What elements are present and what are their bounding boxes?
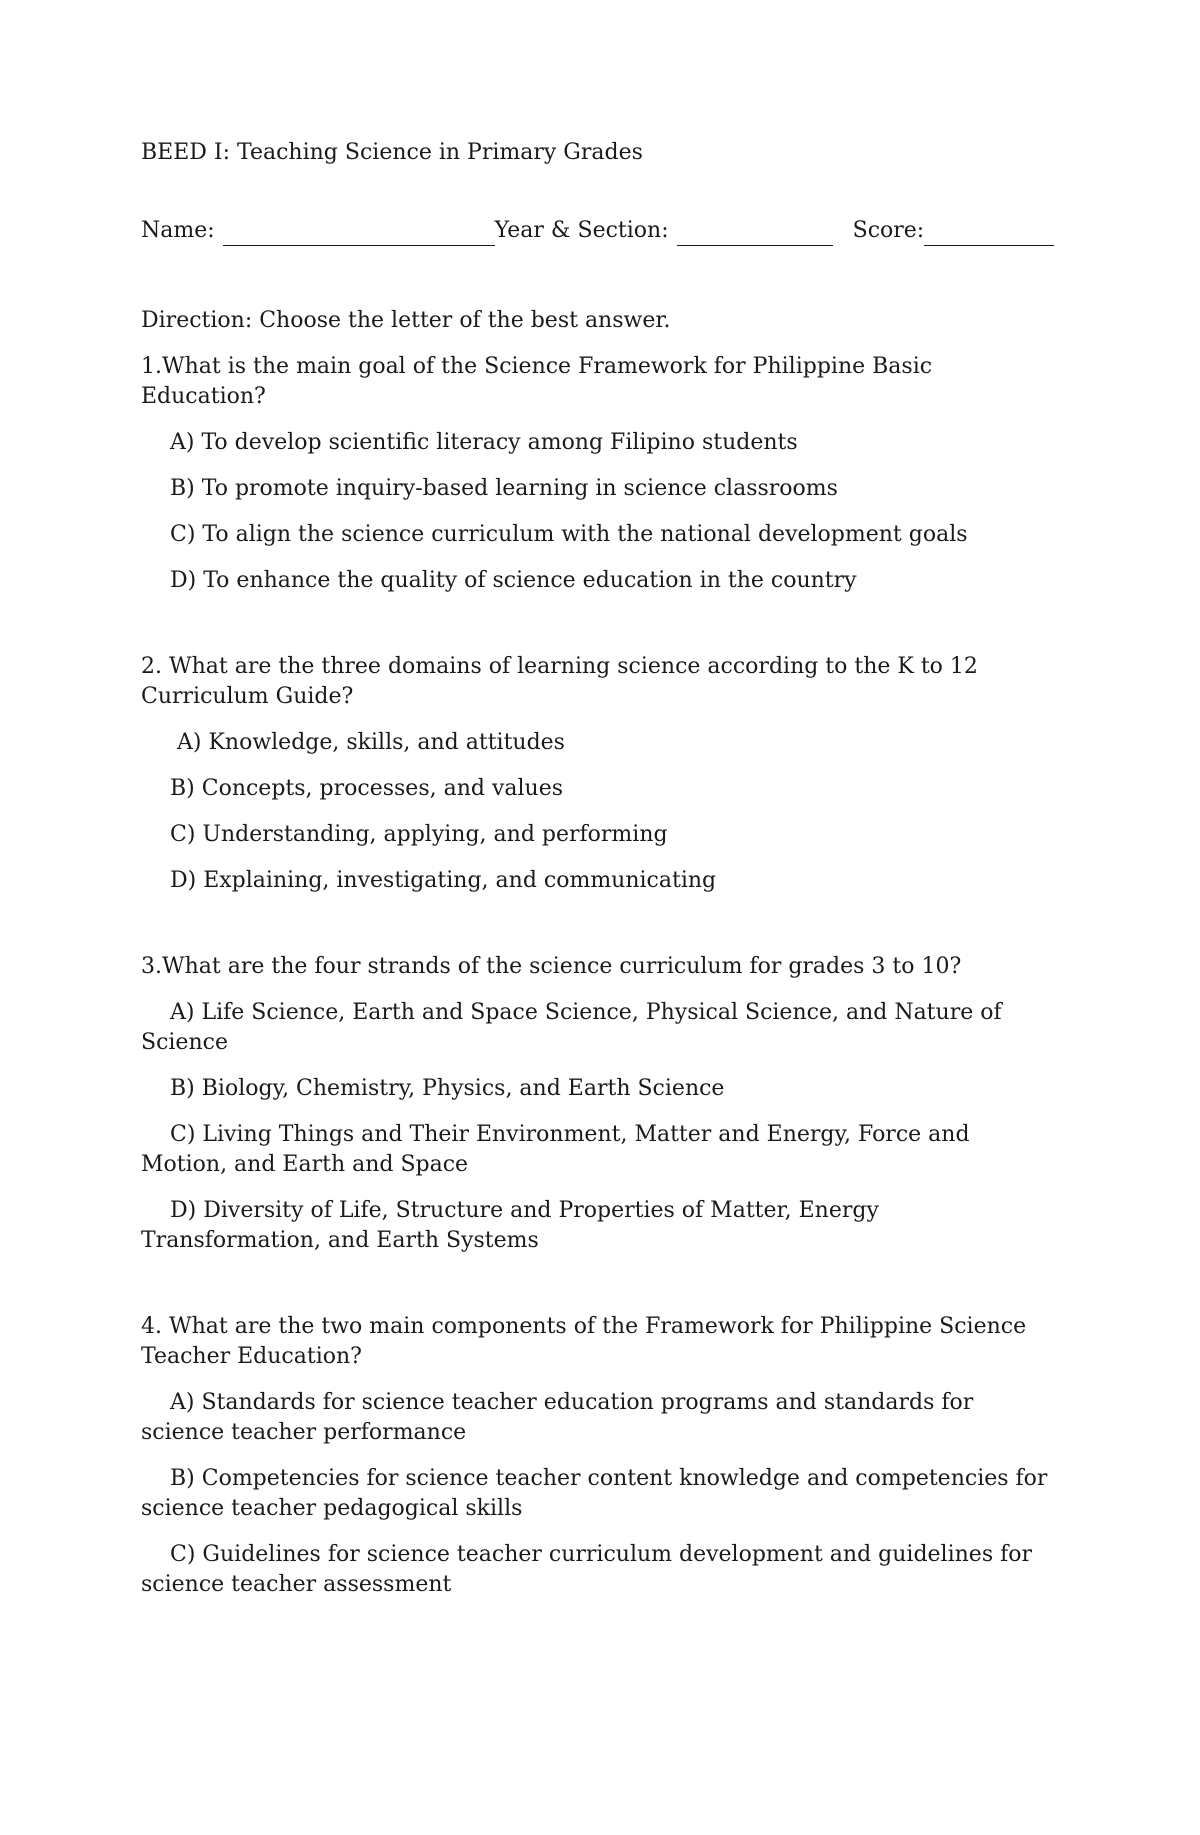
- option-a: A) Knowledge, skills, and attitudes: [177, 730, 565, 755]
- option-c: C) Living Things and Their Environment, Matter and Energy, Force and Motion, and Earth and Space: [141, 1122, 970, 1177]
- option-b: B) Competencies for science teacher content knowledge and competencies for science teacher pedagogical skills: [141, 1466, 1048, 1521]
- option-c: C) To align the science curriculum with the national development goals: [170, 522, 968, 547]
- score-label: Score:: [852, 218, 925, 243]
- student-info-row: [141, 216, 1060, 246]
- option-c: C) Guidelines for science teacher curriculum development and guidelines for science teacher assessment: [141, 1542, 1033, 1597]
- question-4: [141, 1312, 1060, 1600]
- option-a: A) Life Science, Earth and Space Science, Physical Science, and Nature of Science: [141, 1000, 1002, 1055]
- spacer: [141, 612, 1060, 652]
- name-label: Name:: [141, 218, 215, 243]
- course-title: BEED I: Teaching Science in Primary Grades: [141, 140, 643, 165]
- direction-text: Direction: Choose the letter of the best answer.: [141, 308, 671, 333]
- name-blank[interactable]: [223, 223, 495, 246]
- option-b: B) Concepts, processes, and values: [170, 776, 564, 801]
- option-d: D) Diversity of Life, Structure and Properties of Matter, Energy Transformation, and Earth Systems: [141, 1198, 879, 1253]
- option-a: A) To develop scientific literacy among Filipino students: [170, 430, 798, 455]
- question-stem: 4. What are the two main components of the Framework for Philippine Science Teacher Education?: [141, 1314, 1027, 1369]
- option-d: D) Explaining, investigating, and communicating: [170, 868, 717, 893]
- score-blank[interactable]: [924, 223, 1054, 246]
- option-a: A) Standards for science teacher education programs and standards for science teacher performance: [141, 1390, 974, 1445]
- question-2: [141, 652, 1060, 896]
- year-section-label: Year & Section:: [494, 218, 669, 243]
- option-c: C) Understanding, applying, and performing: [170, 822, 668, 847]
- option-b: B) Biology, Chemistry, Physics, and Earth Science: [170, 1076, 725, 1101]
- question-stem: 3.What are the four strands of the science curriculum for grades 3 to 10?: [141, 954, 962, 979]
- option-b: B) To promote inquiry-based learning in science classrooms: [170, 476, 838, 501]
- question-stem: 1.What is the main goal of the Science Framework for Philippine Basic Education?: [141, 354, 933, 409]
- question-1: [141, 352, 1060, 596]
- year-section-blank[interactable]: [677, 223, 833, 246]
- question-3: [141, 952, 1060, 1256]
- spacer: [141, 912, 1060, 952]
- spacer: [141, 1272, 1060, 1312]
- option-d: D) To enhance the quality of science education in the country: [170, 568, 857, 593]
- question-stem: 2. What are the three domains of learning science according to the K to 12 Curriculum Guide?: [141, 654, 978, 709]
